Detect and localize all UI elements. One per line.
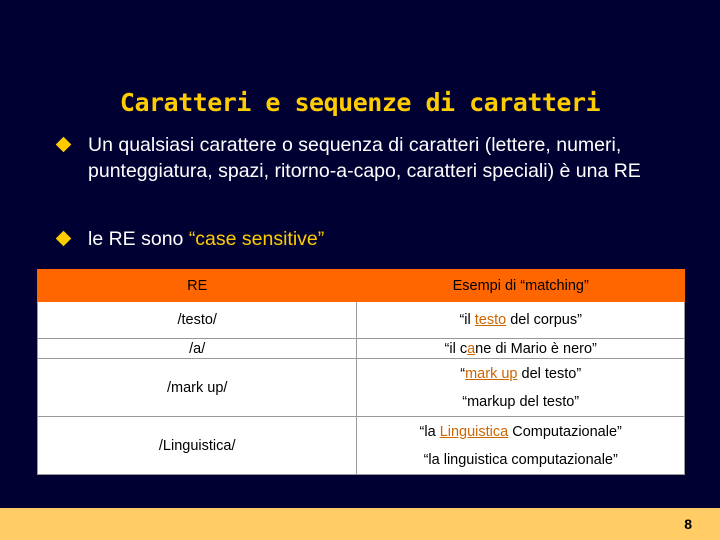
example-cell [357,339,685,359]
table-row [38,302,685,339]
example-pre: “la [419,423,440,440]
slide-title: Caratteri e sequenze di caratteri [119,88,601,117]
re-cell: /a/ [38,339,357,359]
example-line: “markup del testo” [462,393,580,410]
table-header-row [38,270,685,302]
example-post: ne di Mario è nero” [475,340,597,357]
table-row [38,359,685,417]
match-highlight: testo [474,312,507,328]
example-pre: “il c [444,340,468,357]
bullet-text-pre: le RE sono [88,228,189,250]
example-line: “la linguistica computazionale” [423,451,618,468]
bullet-text [88,226,678,252]
case-sensitive-highlight: “case sensitive” [188,228,325,250]
header-examples: Esempi di “matching” [357,270,685,302]
example-pre: “il [459,312,475,328]
matching-table [37,269,685,475]
match-highlight: Linguistica [439,423,509,440]
example-line [357,423,684,441]
example-post: del corpus” [506,312,582,328]
re-cell: /Linguistica/ [38,417,357,475]
bullet-item [58,226,678,252]
re-cell: /mark up/ [38,359,357,417]
example-post: del testo” [517,365,582,382]
re-cell: /testo/ [38,302,357,339]
example-cell [357,359,685,417]
diamond-bullet-icon [56,231,72,247]
example-cell [357,302,685,339]
bullet-text: Un qualsiasi carattere o sequenza di caratteri (lettere, numeri, punteggiatura, spazi, ritorno-a-capo, caratteri speciali) è una RE [88,134,641,182]
match-highlight: mark up [465,365,518,382]
example-line [357,365,684,383]
page-number: 8 [684,516,692,532]
footer-bar [0,508,720,540]
header-re: RE [38,270,357,302]
match-highlight: a [467,340,476,357]
example-pre: “ [460,365,466,382]
table-row [38,417,685,475]
example-cell [357,417,685,475]
example-post: Computazionale” [508,423,622,440]
table-row [38,339,685,359]
diamond-bullet-icon [56,137,72,153]
bullet-item [58,132,678,184]
